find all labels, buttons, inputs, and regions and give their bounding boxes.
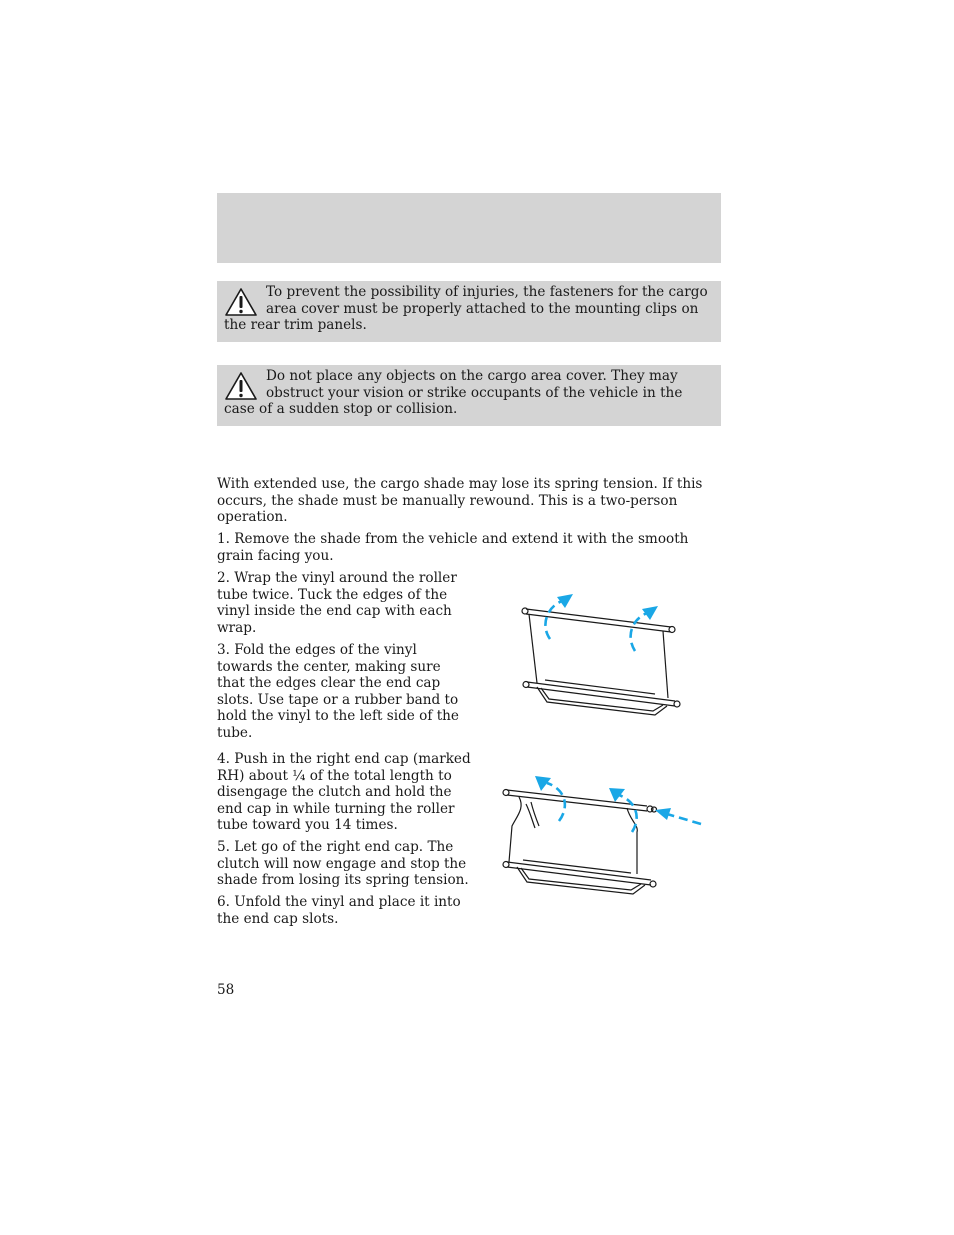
step-5: 5. Let go of the right end cap. The clutch will now engage and stop the shade from losing its spring tension. [217,839,469,888]
step-3: 3. Fold the edges of the vinyl towards the center, making sure that the edges clear the end cap slots. Use tape or a rubber band to hold the vinyl to the left side of the tube. [217,642,459,741]
warning-box-fasteners [217,281,721,342]
step-2: 2. Wrap the vinyl around the roller tube twice. Tuck the edges of the vinyl inside the end cap with each wrap. [217,570,457,636]
warning-box-objects [217,365,721,426]
rotation-arrow-icon [545,600,650,651]
intro-paragraph: With extended use, the cargo shade may lose its spring tension. If this occurs, the shade must be manually rewound. This is a two-person operation. [217,476,703,525]
roller-wrap-illustration [515,585,690,720]
warning-text: To prevent the possibility of injuries, the fasteners for the cargo area cover must be properly attached to the mounting clips on the rear trim panels. [224,284,708,333]
warning-triangle-icon [224,287,258,317]
arrowhead-icon [557,594,658,620]
step-6: 6. Unfold the vinyl and place it into the end cap slots. [217,894,461,927]
section-header-band [217,193,721,263]
step-4: 4. Push in the right end cap (marked RH) about ¼ of the total length to disengage the clutch and hold the end cap in while turning the roller tube toward you 14 times. [217,751,471,833]
warning-triangle-icon [224,371,258,401]
warning-text: Do not place any objects on the cargo area cover. They may obstruct your vision or strike occupants of the vehicle in the case of a sudden stop or collision. [224,368,683,417]
step-1: 1. Remove the shade from the vehicle and extend it with the smooth grain facing you. [217,531,689,564]
push-arrow-icon [655,808,701,824]
page-number: 58 [217,982,235,998]
end-cap-push-illustration [495,768,710,898]
